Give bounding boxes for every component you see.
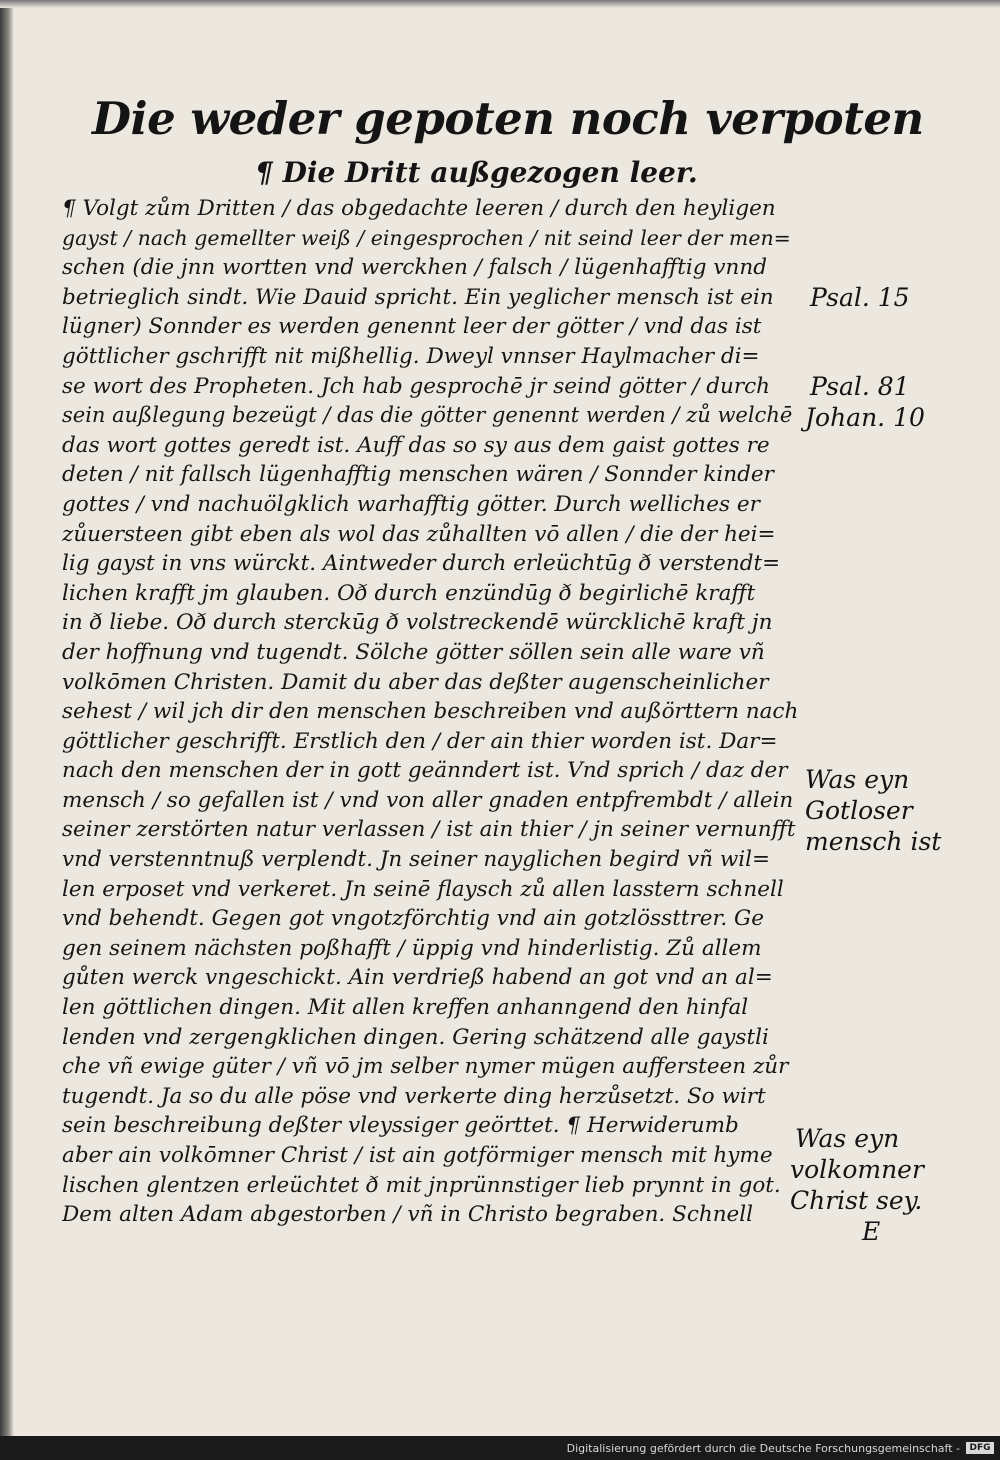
margin-note-psalm-15: Psal. 15 (810, 283, 910, 312)
text-line: sehest / wil jch dir den menschen beschreiben vnd außörttern nach (62, 699, 799, 725)
margin-note-christian-line3: Christ sey. (790, 1186, 923, 1215)
funding-credit: Digitalisierung gefördert durch die Deutsche Forschungsgemeinschaft - (566, 1442, 960, 1455)
footer-bar (0, 1436, 1000, 1460)
margin-note-christian-line2: volkomner (790, 1155, 924, 1184)
margin-note-ungodly-line3: mensch ist (805, 827, 942, 856)
text-line: vnd verstenntnuß verplendt. Jn seiner nayglichen begird vñ wil= (62, 847, 771, 873)
text-line: deten / nit fallsch lügenhafftig menschen wären / Sonnder kinder (62, 462, 774, 488)
text-line: gayst / nach gemellter weiß / eingesprochen / nit seind leer der men= (62, 225, 791, 250)
text-line: lichen krafft jm glauben. Oð durch enzündūg ð begirlichē krafft (62, 580, 756, 606)
text-line: che vñ ewige güter / vñ vō jm selber nymer mügen auffersteen zůr (62, 1054, 789, 1080)
page-headline: Die weder gepoten noch verpoten (92, 92, 924, 145)
text-line: zůuersteen gibt eben als wol das zůhallten vō allen / die der hei= (62, 521, 776, 547)
margin-note-john-10: Johan. 10 (805, 403, 925, 432)
text-line: gen seinem nächsten poßhafft / üppig vnd hinderlistig. Zů allem (62, 935, 762, 961)
text-line: aber ain volkōmner Christ / ist ain gotförmiger mensch mit hyme (62, 1143, 773, 1168)
text-line: sein außlegung bezeügt / das die götter genennt werden / zů welchē (62, 403, 793, 428)
text-line: Dem alten Adam abgestorben / vñ in Christo begraben. Schnell (62, 1202, 754, 1228)
text-line: in ð liebe. Oð durch sterckūg ð volstreckendē würcklichē kraft jn (62, 610, 773, 636)
margin-note-christian-line1: Was eyn (795, 1124, 900, 1153)
body-text (62, 194, 802, 1230)
text-line: len göttlichen dingen. Mit allen kreffen anhanngend den hinfal (62, 995, 749, 1021)
text-line: der hoffnung vnd tugendt. Sölche götter söllen sein alle ware vñ (62, 639, 765, 665)
margin-note-ungodly-line1: Was eyn (805, 765, 910, 794)
text-line: seiner zerstörten natur verlassen / ist ain thier / jn seiner vernunfft (62, 817, 796, 843)
text-line: schen (die jnn wortten vnd werckhen / falsch / lügenhafftig vnnd (62, 255, 767, 281)
text-line: len erposet vnd verkeret. Jn seinē flaysch zů allen lasstern schnell (62, 876, 784, 902)
text-line: tugendt. Ja so du alle pöse vnd verkerte ding herzůsetzt. So wirt (62, 1083, 766, 1109)
text-line: göttlicher gschrifft nit mißhellig. Dweyl vnnser Haylmacher di= (62, 343, 760, 369)
text-line: das wort gottes geredt ist. Auff das so sy aus dem gaist gottes re (62, 432, 770, 458)
text-line: se wort des Propheten. Jch hab gesprochē jr seind götter / durch (62, 373, 771, 399)
catchword: E (862, 1217, 881, 1246)
text-line: volkōmen Christen. Damit du aber das deßter augenscheinlicher (62, 669, 769, 695)
text-line: lügner) Sonnder es werden genennt leer der götter / vnd das ist (62, 314, 762, 340)
text-line: göttlicher geschrifft. Erstlich den / der ain thier worden ist. Dar= (62, 728, 778, 754)
text-line: lig gayst in vns würckt. Aintweder durch erleüchtūg ð verstendt= (62, 551, 781, 577)
text-line: lischen glentzen erleüchtet ð mit jnprünnstiger lieb prynnt in got. (62, 1172, 781, 1198)
text-line: ¶ Volgt zům Dritten / das obgedachte leeren / durch den heyligen (62, 196, 776, 221)
text-line: betrieglich sindt. Wie Dauid spricht. Ein yeglicher mensch ist ein (62, 284, 774, 310)
section-heading: ¶ Die Dritt außgezogen leer. (255, 156, 698, 189)
margin-note-psalm-81: Psal. 81 (810, 372, 910, 401)
text-line: gottes / vnd nachuölgklich warhafftig götter. Durch welliches er (62, 491, 760, 517)
margin-note-ungodly-line2: Gotloser (805, 796, 913, 825)
text-line: gůten werck vngeschickt. Ain verdrieß habend an got vnd an al= (62, 965, 773, 991)
text-line: lenden vnd zergengklichen dingen. Gering schätzend alle gaystli (62, 1024, 769, 1050)
text-line: vnd behendt. Gegen got vngotzförchtig vnd ain gotzlössttrer. Ge (62, 906, 764, 932)
text-line: sein beschreibung deßter vleyssiger geörttet. ¶ Herwiderumb (62, 1113, 739, 1139)
text-line: mensch / so gefallen ist / vnd von aller gnaden entpfrembdt / allein (62, 787, 794, 813)
text-line: nach den menschen der in gott geänndert ist. Vnd sprich / daz der (62, 758, 788, 784)
dfg-logo: DFG (966, 1442, 994, 1454)
